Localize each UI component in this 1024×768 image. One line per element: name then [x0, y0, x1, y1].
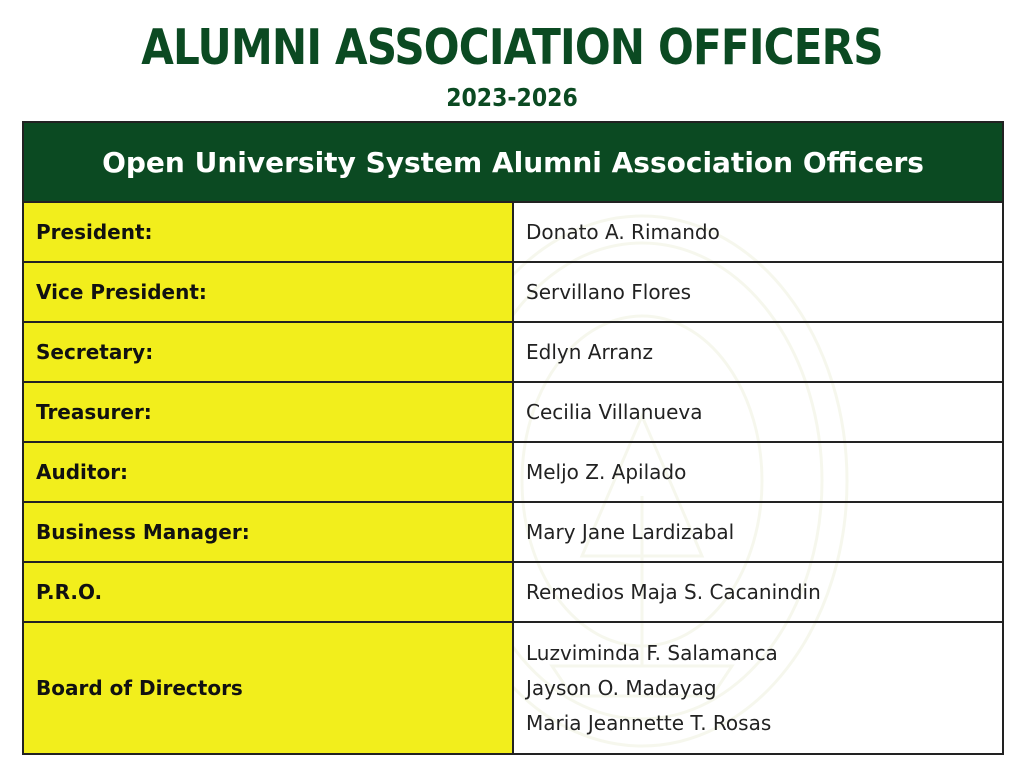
role-label: Vice President: [23, 262, 513, 322]
officers-table-container [22, 121, 1004, 768]
officers-table [22, 121, 1004, 755]
role-label: Secretary: [23, 322, 513, 382]
officer-name: Remedios Maja S. Cacanindin [513, 562, 1003, 622]
officer-name: Mary Jane Lardizabal [513, 502, 1003, 562]
table-row [23, 502, 1003, 562]
table-heading: Open University System Alumni Association Officers [23, 122, 1003, 202]
role-label: Business Manager: [23, 502, 513, 562]
table-row [23, 382, 1003, 442]
role-label: President: [23, 202, 513, 262]
role-label: Auditor: [23, 442, 513, 502]
officer-name: Cecilia Villanueva [513, 382, 1003, 442]
officer-name: Edlyn Arranz [513, 322, 1003, 382]
board-member-name: Maria Jeannette T. Rosas [526, 710, 772, 735]
table-row-board [23, 622, 1003, 754]
page-subtitle: 2023-2026 [446, 83, 578, 112]
table-row [23, 262, 1003, 322]
officer-name: Donato A. Rimando [513, 202, 1003, 262]
table-row [23, 562, 1003, 622]
page-title: ALUMNI ASSOCIATION OFFICERS [141, 19, 883, 76]
role-label: Board of Directors [23, 622, 513, 754]
board-member-name: Luzviminda F. Salamanca [526, 640, 778, 665]
table-row [23, 202, 1003, 262]
table-row [23, 442, 1003, 502]
officer-name: Servillano Flores [513, 262, 1003, 322]
officer-name: Meljo Z. Apilado [513, 442, 1003, 502]
table-row [23, 322, 1003, 382]
board-names [513, 622, 1003, 754]
role-label: P.R.O. [23, 562, 513, 622]
role-label: Treasurer: [23, 382, 513, 442]
board-member-name: Jayson O. Madayag [526, 675, 717, 700]
